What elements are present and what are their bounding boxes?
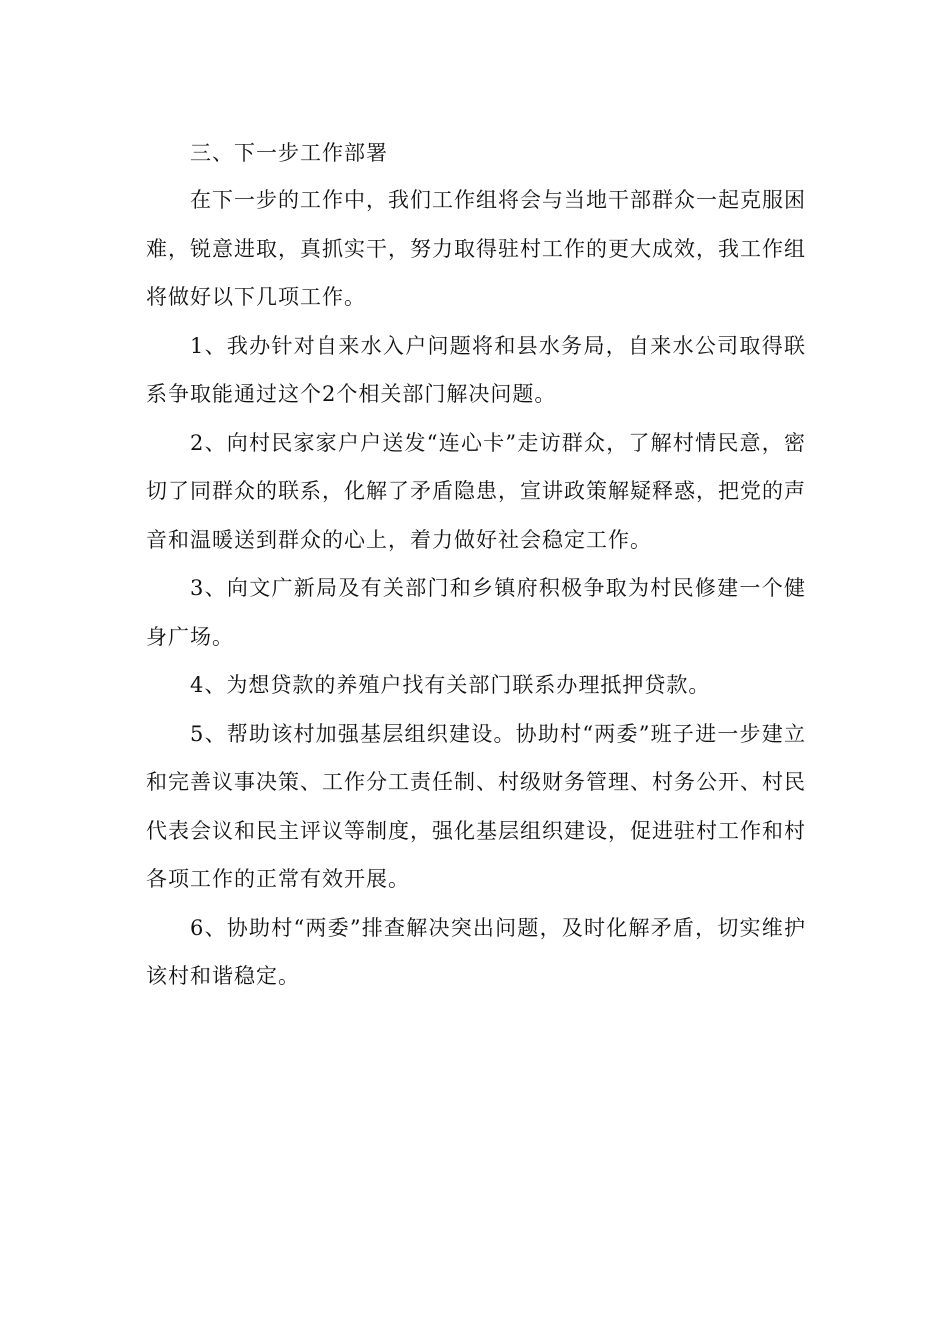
- paragraph-item-6: 6、协助村“两委”排查解决突出问题，及时化解矛盾，切实维护该村和谐稳定。: [146, 915, 806, 988]
- paragraph-item-1: 1、我办针对自来水入户问题将和县水务局，自来水公司取得联系争取能通过这个2个相关部门解决问题。: [146, 333, 806, 406]
- paragraph-item-2: 2、向村民家家户户送发“连心卡”走访群众，了解村情民意，密切了同群众的联系，化解了矛盾隐患，宣讲政策解疑释惑，把党的声音和温暖送到群众的心上，着力做好社会稳定工作。: [146, 430, 806, 552]
- paragraph-intro: 在下一步的工作中，我们工作组将会与当地干部群众一起克服困难，锐意进取，真抓实干，努力取得驻村工作的更大成效，我工作组将做好以下几项工作。: [146, 188, 806, 309]
- paragraph-item-4: 4、为想贷款的养殖户找有关部门联系办理抵押贷款。: [190, 673, 711, 697]
- paragraph-item-5: 5、帮助该村加强基层组织建设。协助村“两委”班子进一步建立和完善议事决策、工作分工责任制、村级财务管理、村务公开、村民代表会议和民主评议等制度，强化基层组织建设，促进驻村工作和村各项工作的正常有效开展。: [146, 721, 806, 891]
- document-body: [146, 130, 806, 1001]
- section-heading: 三、下一步工作部署: [190, 141, 388, 165]
- paragraph-item-3: 3、向文广新局及有关部门和乡镇府积极争取为村民修建一个健身广场。: [146, 576, 806, 649]
